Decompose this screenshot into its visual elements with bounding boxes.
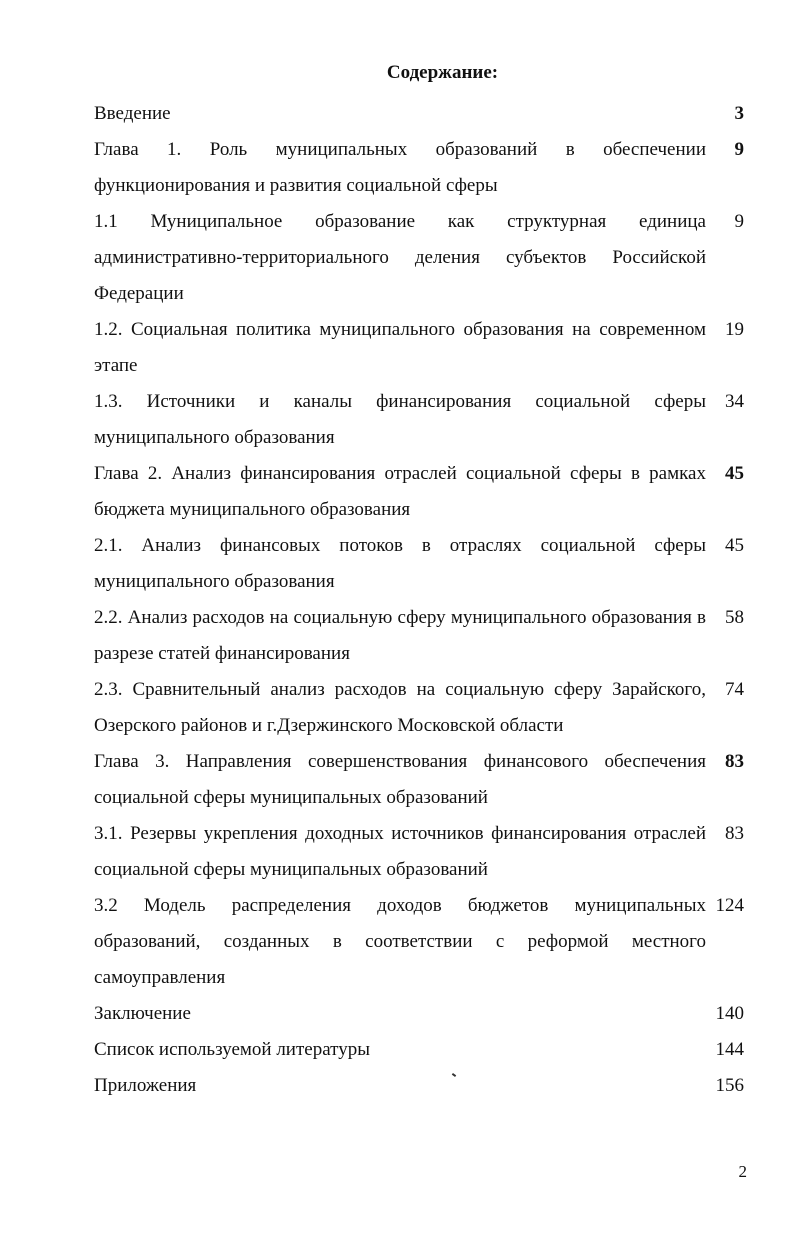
toc-entry-text: Заключение bbox=[94, 1003, 191, 1024]
toc-entry-page: 140 bbox=[715, 1003, 744, 1024]
toc-entry-page: 156 bbox=[715, 1075, 744, 1096]
toc-entry-page: 9 bbox=[734, 211, 744, 232]
toc-entry-text: Глава 3. Направления совершенствования финансового обеспечения социальной сферы муниципальных образований bbox=[94, 751, 706, 808]
toc-entry-page: 83 bbox=[725, 751, 744, 772]
toc-entry bbox=[94, 744, 744, 816]
toc-entry-text: Глава 1. Роль муниципальных образований в обеспечении функционирования и развития социальной сферы bbox=[94, 139, 706, 196]
toc-entry bbox=[94, 312, 744, 384]
toc-entry-page: 45 bbox=[725, 463, 744, 484]
toc-entry-page: 124 bbox=[715, 895, 744, 916]
toc-entry-page: 9 bbox=[734, 139, 744, 160]
toc-entry bbox=[94, 672, 744, 744]
toc-entry-page: 34 bbox=[725, 391, 744, 412]
toc-entry bbox=[94, 1032, 744, 1068]
toc-entry-text: Приложения bbox=[94, 1075, 197, 1096]
toc-entry-page: 83 bbox=[725, 823, 744, 844]
toc-entry-text: 1.1 Муниципальное образование как структурная единица административно-территориального деления субъектов Российской Федерации bbox=[94, 211, 706, 304]
toc-entry bbox=[94, 1068, 744, 1104]
toc-entry-text: Глава 2. Анализ финансирования отраслей социальной сферы в рамках бюджета муниципального образования bbox=[94, 463, 706, 520]
toc-entry bbox=[94, 384, 744, 456]
toc-title: Содержание: bbox=[386, 62, 499, 83]
toc-entry-text: 1.3. Источники и каналы финансирования социальной сферы муниципального образования bbox=[94, 391, 706, 448]
toc-entry-text: 2.2. Анализ расходов на социальную сферу муниципального образования в разрезе статей финансирования bbox=[94, 607, 706, 664]
toc-entry bbox=[94, 600, 744, 672]
toc-entry-page: 3 bbox=[734, 103, 744, 124]
table-of-contents bbox=[94, 96, 744, 1104]
toc-entry bbox=[94, 816, 744, 888]
toc-entry bbox=[94, 456, 744, 528]
toc-entry bbox=[94, 888, 744, 996]
toc-entry-page: 74 bbox=[725, 679, 744, 700]
toc-entry-page: 58 bbox=[725, 607, 744, 628]
toc-entry bbox=[94, 528, 744, 600]
toc-entry-text: 3.1. Резервы укрепления доходных источников финансирования отраслей социальной сферы муниципальных образований bbox=[94, 823, 706, 880]
toc-entry bbox=[94, 96, 744, 132]
toc-entry bbox=[94, 204, 744, 312]
toc-entry-page: 144 bbox=[715, 1039, 744, 1060]
toc-entry-text: 1.2. Социальная политика муниципального образования на современном этапе bbox=[94, 319, 706, 376]
page-number: 2 bbox=[738, 1162, 747, 1181]
toc-entry-text: 3.2 Модель распределения доходов бюджетов муниципальных образований, созданных в соответствии с реформой местного самоуправления bbox=[94, 895, 706, 988]
toc-entry-text: 2.1. Анализ финансовых потоков в отраслях социальной сферы муниципального образования bbox=[94, 535, 706, 592]
toc-entry-text: 2.3. Сравнительный анализ расходов на социальную сферу Зарайского, Озерского районов и г.Дзержинского Московской области bbox=[94, 679, 706, 736]
toc-entry-text: Список используемой литературы bbox=[94, 1039, 370, 1060]
toc-entry-page: 19 bbox=[725, 319, 744, 340]
toc-entry-page: 45 bbox=[725, 535, 744, 556]
toc-entry bbox=[94, 132, 744, 204]
toc-entry-text: Введение bbox=[94, 103, 171, 124]
toc-entry bbox=[94, 996, 744, 1032]
